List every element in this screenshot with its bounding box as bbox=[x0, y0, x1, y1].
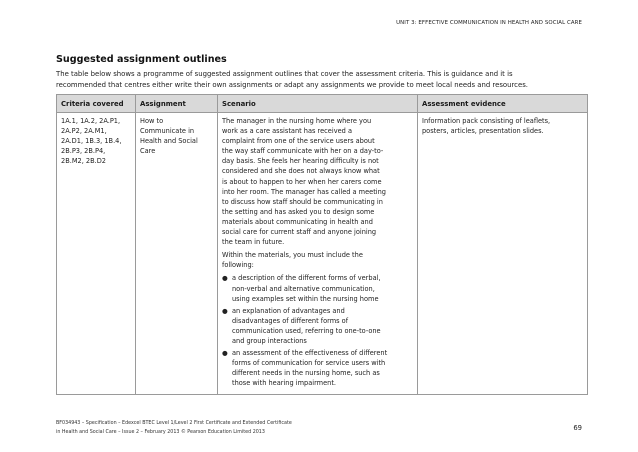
list-item bbox=[222, 273, 413, 303]
list-item-line: using examples set within the nursing home bbox=[232, 294, 379, 303]
intro-paragraph bbox=[56, 69, 586, 91]
list-item-line: forms of communication for service users with bbox=[232, 359, 386, 368]
criteria-line: 2A.D1, 1B.3, 1B.4, bbox=[61, 137, 122, 146]
scenario-paragraph bbox=[222, 116, 413, 247]
criteria-line: 2B.P3, 2B.P4, bbox=[61, 147, 106, 156]
evidence-line: Information pack consisting of leaflets, bbox=[422, 117, 551, 125]
requirements-list bbox=[222, 273, 413, 388]
section-title: Suggested assignment outlines bbox=[56, 54, 227, 65]
bullet-icon: ● bbox=[222, 306, 228, 315]
scenario-line: considered and she does not always know what bbox=[222, 167, 380, 176]
scenario-line: the team in future. bbox=[222, 238, 285, 247]
materials-intro bbox=[222, 250, 413, 270]
scenario-line: work as a care assistant has received a bbox=[222, 127, 352, 136]
list-item-line: non-verbal and alternative communication, bbox=[232, 284, 375, 293]
scenario-cell bbox=[218, 113, 418, 395]
evidence-cell bbox=[418, 113, 588, 395]
scenario-line: the setting and has asked you to design some bbox=[222, 207, 375, 216]
assignment-line: Care bbox=[140, 147, 156, 156]
table-header-row bbox=[57, 95, 588, 113]
list-item-line: different needs in the nursing home, such as bbox=[232, 369, 380, 378]
footer-line: in Health and Social Care – Issue 2 – February 2013 © Pearson Education Limited 2013 bbox=[56, 430, 265, 435]
list-item bbox=[222, 306, 413, 346]
column-header-evidence: Assessment evidence bbox=[418, 95, 588, 113]
scenario-line: is about to happen to her when her carers come bbox=[222, 177, 382, 186]
scenario-line: complaint from one of the service users about bbox=[222, 137, 375, 146]
page-number: 69 bbox=[573, 424, 582, 432]
criteria-line: 2B.M2, 2B.D2 bbox=[61, 157, 106, 166]
list-item-line: an assessment of the effectiveness of different bbox=[232, 349, 388, 358]
criteria-line: 2A.P2, 2A.M1, bbox=[61, 127, 107, 136]
assignment-line: How to bbox=[140, 117, 164, 125]
materials-intro-line: following: bbox=[222, 261, 254, 270]
scenario-line: The manager in the nursing home where you bbox=[222, 117, 372, 125]
scenario-line: to discuss how staff should be communicating in bbox=[222, 197, 383, 206]
materials-intro-line: Within the materials, you must include the bbox=[222, 251, 363, 260]
scenario-line: social care for current staff and anyone joining bbox=[222, 228, 377, 237]
list-item-line: and group interactions bbox=[232, 336, 307, 345]
intro-line: The table below shows a programme of suggested assignment outlines that cover the assessment criteria. This is guidance and it is bbox=[56, 70, 513, 78]
assignment-cell bbox=[136, 113, 218, 395]
footer-line: BF034943 – Specification – Edexcel BTEC Level 1/Level 2 First Certificate and Extended Certificate bbox=[56, 421, 292, 426]
list-item-line: an explanation of advantages and bbox=[232, 306, 345, 315]
list-item bbox=[222, 348, 413, 388]
criteria-line: 1A.1, 1A.2, 2A.P1, bbox=[61, 117, 121, 125]
assignment-line: Health and Social bbox=[140, 137, 198, 146]
table-row bbox=[57, 113, 588, 395]
intro-line: recommended that centres either write their own assignments or adapt any assignments we provide to meet local needs and resources. bbox=[56, 81, 528, 89]
bullet-icon: ● bbox=[222, 349, 228, 358]
list-item-line: those with hearing impairment. bbox=[232, 379, 336, 388]
unit-header: UNIT 3: EFFECTIVE COMMUNICATION IN HEALTH AND SOCIAL CARE bbox=[396, 20, 582, 26]
evidence-line: posters, articles, presentation slides. bbox=[422, 127, 544, 136]
list-item-line: a description of the different forms of verbal, bbox=[232, 274, 381, 283]
scenario-line: the way staff communicate with her on a day-to- bbox=[222, 147, 384, 156]
assignment-line: Communicate in bbox=[140, 127, 195, 136]
column-header-assignment: Assignment bbox=[136, 95, 218, 113]
assignment-outline-table bbox=[56, 94, 588, 395]
list-item-line: disadvantages of different forms of bbox=[232, 316, 349, 325]
bullet-icon: ● bbox=[222, 274, 228, 283]
scenario-line: day basis. She feels her hearing difficulty is not bbox=[222, 157, 379, 166]
column-header-scenario: Scenario bbox=[218, 95, 418, 113]
list-item-line: communication used, referring to one-to-one bbox=[232, 326, 381, 335]
scenario-line: materials about communicating in health and bbox=[222, 217, 373, 226]
scenario-line: into her room. The manager has called a meeting bbox=[222, 187, 386, 196]
column-header-criteria: Criteria covered bbox=[57, 95, 136, 113]
criteria-cell bbox=[57, 113, 136, 395]
